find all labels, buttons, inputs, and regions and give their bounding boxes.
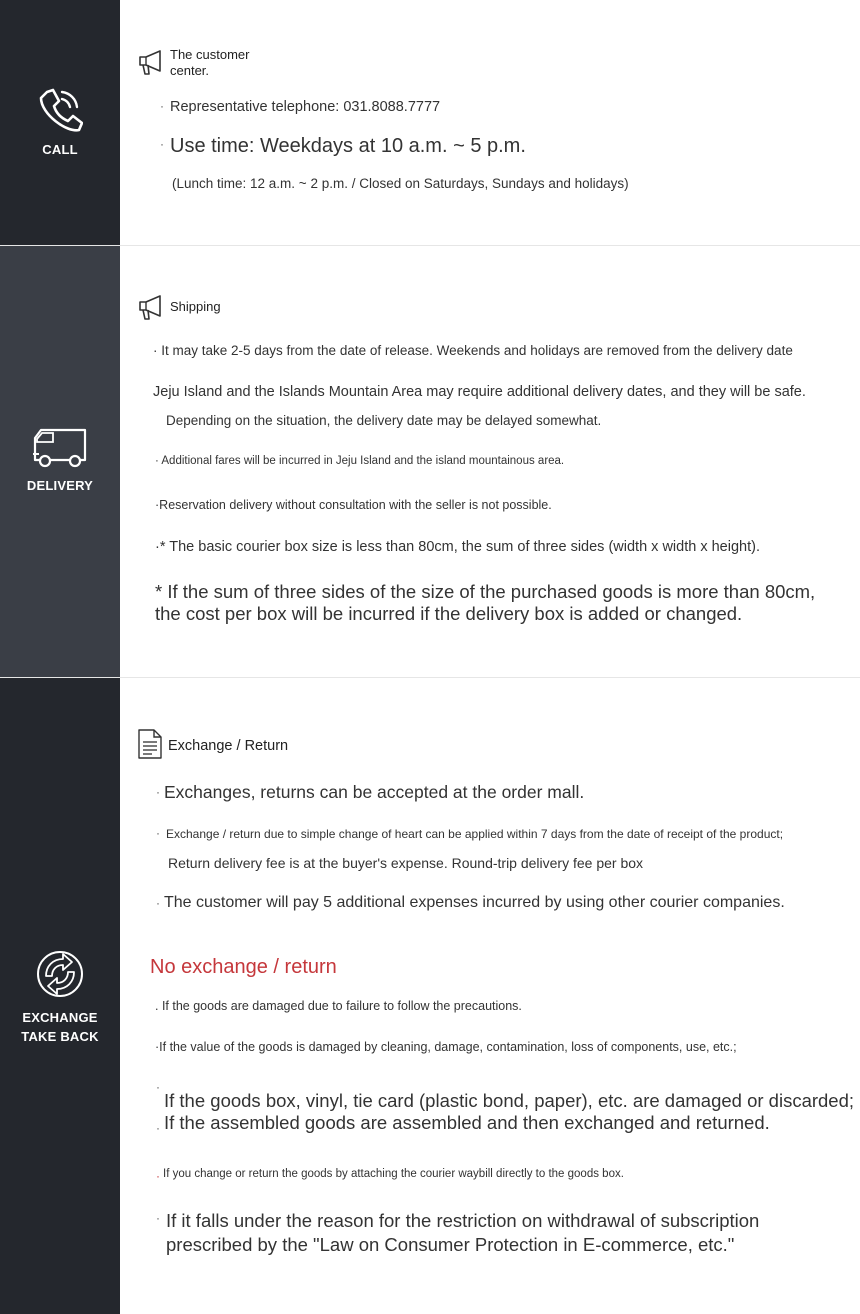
- call-section: [0, 0, 860, 246]
- bullet-dot: ·: [160, 137, 164, 151]
- exchange-header: Exchange / Return: [168, 738, 289, 754]
- call-sidebar: [0, 0, 120, 245]
- exchange-item-1: Exchanges, returns can be accepted at the order mall.: [164, 782, 585, 802]
- phone-text: Representative telephone: 031.8088.7777: [170, 99, 441, 115]
- delivery-section: [0, 246, 860, 678]
- bullet-dot: ·: [156, 785, 160, 799]
- use-time-text: Use time: Weekdays at 10 a.m. ~ 5 p.m.: [170, 135, 526, 157]
- delivery-item-5: ·Reservation delivery without consultation with the seller is not possible.: [155, 498, 552, 512]
- call-header-line2: center.: [170, 63, 210, 78]
- truck-icon: [31, 428, 89, 470]
- no-return-item-2: ·If the value of the goods is damaged by cleaning, damage, contamination, loss of components, use, etc.;: [155, 1040, 737, 1054]
- refresh-icon: [34, 946, 86, 1002]
- delivery-item-2: Jeju Island and the Islands Mountain Area may require additional delivery dates, and they will be safe.: [153, 384, 806, 400]
- no-return-item-5: If you change or return the goods by attaching the courier waybill directly to the goods box.: [163, 1168, 624, 1180]
- exchange-item-2: Exchange / return due to simple change of heart can be applied within 7 days from the date of receipt of the product;: [166, 827, 784, 841]
- exchange-item-3: Return delivery fee is at the buyer's expense. Round-trip delivery fee per box: [168, 855, 644, 871]
- delivery-sidebar: [0, 246, 120, 677]
- megaphone-icon: [138, 293, 166, 321]
- no-return-title: No exchange / return: [150, 956, 337, 978]
- bullet-dot: ·: [156, 1169, 160, 1183]
- shipping-header: Shipping: [170, 299, 221, 314]
- bullet-dot: ·: [156, 1080, 160, 1094]
- delivery-content: [120, 246, 860, 677]
- call-label: CALL: [42, 142, 78, 157]
- lunch-time-text: (Lunch time: 12 a.m. ~ 2 p.m. / Closed on Saturdays, Sundays and holidays): [172, 176, 629, 191]
- delivery-item-6: ·* The basic courier box size is less than 80cm, the sum of three sides (width x width x height).: [155, 539, 760, 555]
- bullet-dot: ·: [156, 1121, 160, 1135]
- delivery-item-8: the cost per box will be incurred if the delivery box is added or changed.: [155, 603, 743, 624]
- exchange-label: [21, 1008, 98, 1046]
- exchange-content: [120, 678, 860, 1314]
- document-icon: [137, 728, 163, 760]
- delivery-item-7: * If the sum of three sides of the size of the purchased goods is more than 80cm,: [155, 581, 816, 602]
- exchange-label-line1: EXCHANGE: [22, 1010, 98, 1025]
- delivery-item-1: · It may take 2-5 days from the date of release. Weekends and holidays are removed from the delivery date: [153, 343, 793, 358]
- exchange-label-line2: TAKE BACK: [21, 1029, 99, 1044]
- call-content: [120, 0, 860, 245]
- call-header-line1: The customer: [170, 47, 250, 62]
- delivery-item-4: · Additional fares will be incurred in Jeju Island and the island mountainous area.: [155, 455, 565, 467]
- exchange-section: [0, 678, 860, 1314]
- no-return-item-7: prescribed by the "Law on Consumer Protection in E-commerce, etc.": [166, 1234, 735, 1255]
- bullet-dot: ·: [160, 99, 164, 113]
- no-return-item-1: . If the goods are damaged due to failure to follow the precautions.: [155, 999, 522, 1013]
- bullet-dot: ·: [156, 896, 160, 910]
- delivery-label: DELIVERY: [26, 478, 94, 493]
- no-return-item-6: If it falls under the reason for the restriction on withdrawal of subscription: [166, 1210, 760, 1231]
- phone-icon: [37, 86, 83, 134]
- no-return-item-4: If the assembled goods are assembled and then exchanged and returned.: [164, 1112, 770, 1133]
- exchange-sidebar: [0, 678, 120, 1314]
- bullet-dot: ·: [156, 826, 160, 840]
- no-return-item-3: If the goods box, vinyl, tie card (plastic bond, paper), etc. are damaged or discarded;: [164, 1090, 855, 1111]
- megaphone-icon: [138, 48, 166, 76]
- delivery-item-3: Depending on the situation, the delivery date may be delayed somewhat.: [166, 413, 602, 428]
- call-header: [170, 47, 249, 79]
- exchange-item-4: The customer will pay 5 additional expenses incurred by using other courier companies.: [164, 894, 785, 911]
- bullet-dot: ·: [156, 1211, 160, 1225]
